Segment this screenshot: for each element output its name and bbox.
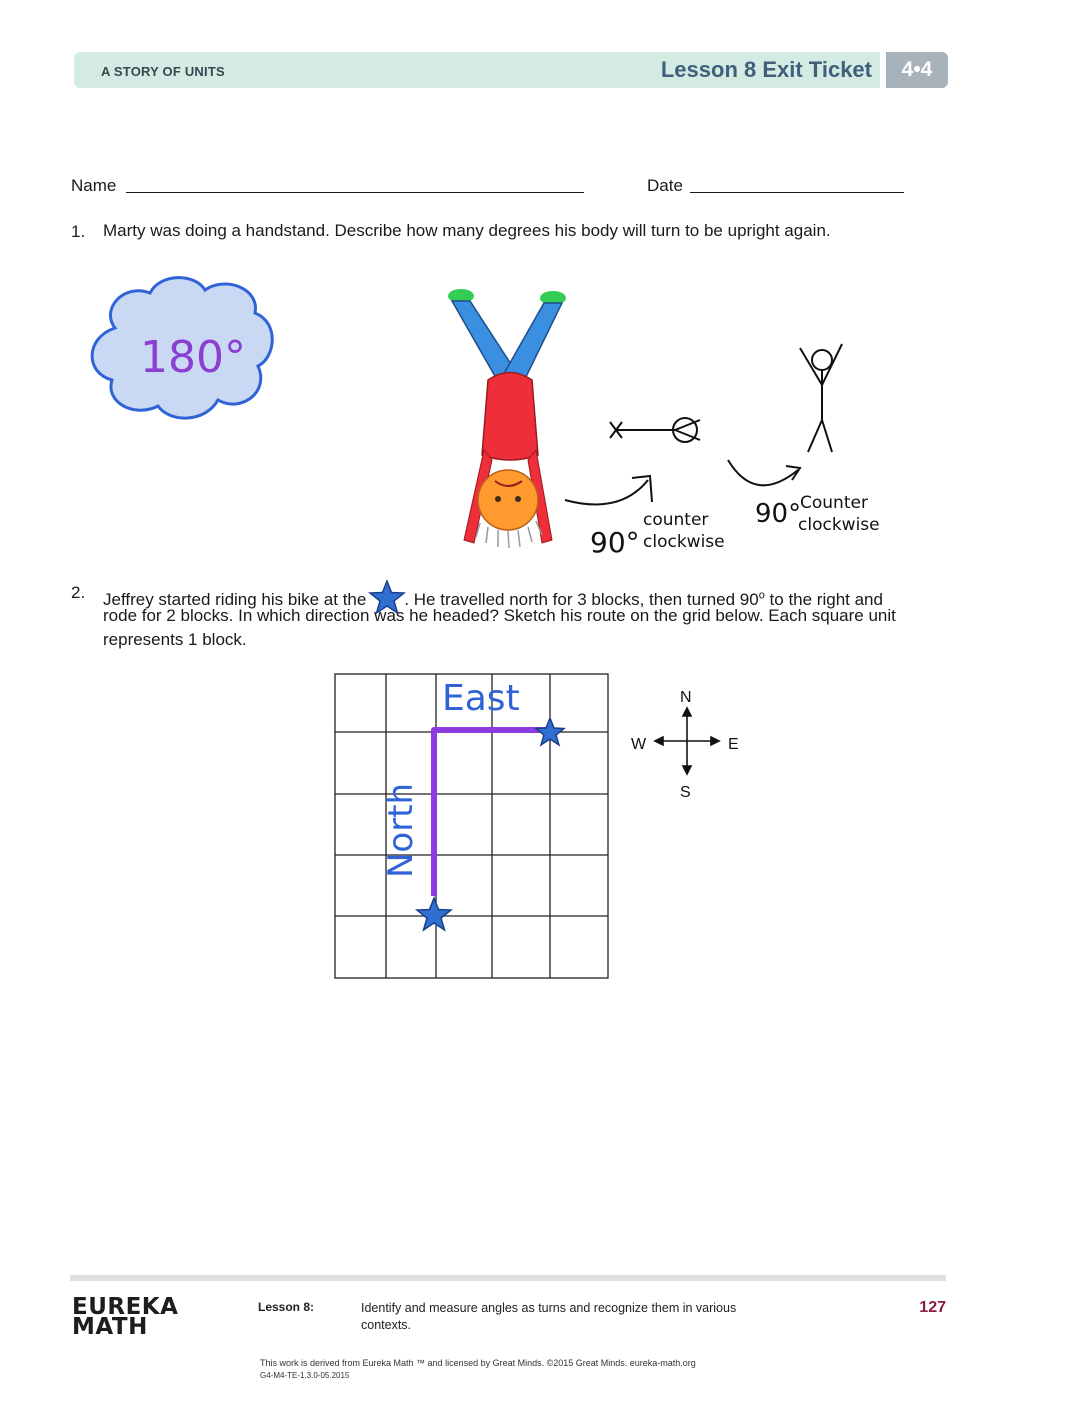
footer-description: Identify and measure angles as turns and recognize them in various contexts. (361, 1301, 737, 1332)
date-label: Date (647, 176, 683, 195)
sideways-figure (610, 420, 700, 440)
date-field[interactable] (690, 192, 904, 193)
route-grid (330, 660, 620, 985)
answer-180: 180° (140, 332, 246, 383)
compass-arrows (655, 708, 719, 774)
turn2-arrow (728, 460, 798, 485)
turn-sketches (560, 340, 880, 560)
grade-module-badge: 4•4 (886, 52, 948, 88)
handstand-figure (440, 285, 580, 550)
turn2-direction-line2: clockwise (798, 515, 880, 535)
shirt (482, 373, 538, 461)
turn1-degrees: 90° (590, 526, 640, 559)
question2-degree-symbol: o (758, 589, 765, 602)
question2-number: 2. (71, 583, 86, 602)
route-path (434, 730, 546, 896)
name-label: Name (71, 176, 117, 195)
turn1-arrowhead (632, 476, 652, 502)
right-eye (515, 496, 521, 502)
question1-number: 1. (71, 222, 86, 241)
page-number: 127 (919, 1299, 946, 1316)
head (478, 470, 538, 530)
turn2-direction-line1: Counter (800, 493, 868, 513)
footer-lesson-label: Lesson 8: (258, 1300, 315, 1314)
name-field[interactable] (126, 192, 584, 193)
start-star-icon (417, 898, 451, 930)
logo-line2: MATH (72, 1314, 148, 1340)
footer-credit: This work is derived from Eureka Math ™ and licensed by Great Minds. ©2015 Great Minds. eureka-math.org (260, 1358, 696, 1368)
question2-text-start: Jeffrey started riding his bike at the (103, 590, 367, 609)
turn1-arrow (565, 480, 648, 505)
lesson-title: Lesson 8 Exit Ticket (660, 57, 872, 82)
upright-figure (800, 344, 842, 452)
question2-text-middle: . He travelled north for 3 blocks, then turned 90 (404, 590, 759, 609)
turn2-degrees: 90° (755, 499, 802, 529)
question2-text-line1-end: to the right and (764, 590, 883, 609)
turn1-direction-line2: clockwise (643, 532, 725, 552)
compass-west: W (631, 736, 647, 753)
compass-east: E (728, 736, 739, 753)
question1-text: Marty was doing a handstand. Describe how many degrees his body will turn to be upright again. (103, 221, 831, 240)
logo-line1: EUREKA (72, 1294, 179, 1320)
compass-south: S (680, 784, 691, 801)
upright-head (812, 350, 832, 370)
left-eye (495, 496, 501, 502)
question2-text-rest: rode for 2 blocks. In which direction was he headed? Sketch his route on the grid below. Each square unit represents 1 block. (103, 606, 896, 649)
compass-north: N (680, 689, 692, 706)
turn1-direction-line1: counter (643, 510, 709, 530)
answer-north: North (381, 782, 421, 878)
answer-east: East (442, 678, 520, 719)
footer-code: G4-M4-TE-1.3.0-05.2015 (260, 1371, 350, 1380)
compass-rose (625, 680, 750, 805)
grid-lines (335, 674, 608, 978)
eureka-math-logo (72, 1294, 179, 1340)
answer-cloud (80, 268, 280, 428)
footer-rule (70, 1275, 946, 1281)
series-title: A STORY OF UNITS (101, 64, 225, 79)
